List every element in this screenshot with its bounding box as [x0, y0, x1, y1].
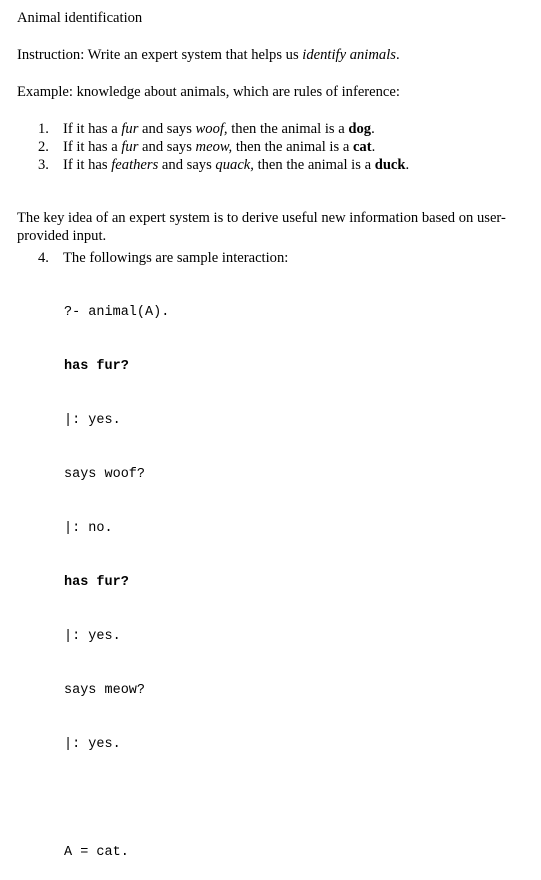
instruction-text	[17, 47, 400, 64]
rule-item-2	[38, 138, 409, 156]
example-text: Example: knowledge about animals, which are rules of inference:	[17, 84, 400, 100]
rule-animal: dog	[348, 121, 372, 137]
rule-number: 1.	[38, 121, 49, 137]
interaction-question: has fur?	[64, 575, 129, 590]
rule-attribute: fur	[121, 121, 139, 137]
rule-part: then the animal is a	[227, 121, 349, 137]
rule-animal: duck	[374, 157, 406, 173]
rule-sound: quack,	[215, 157, 254, 173]
instruction-prefix: Instruction: Write an expert system that helps us	[17, 47, 303, 63]
rule-attribute: fur	[121, 139, 139, 155]
item-4-text: The followings are sample interaction:	[63, 250, 289, 266]
rule-part: If it has a	[63, 121, 122, 137]
interaction-answer: |: yes.	[64, 737, 121, 752]
rules-list	[38, 120, 409, 174]
interaction-answer: |: yes.	[64, 629, 121, 644]
rule-part: and says	[138, 139, 196, 155]
rule-sound: meow,	[195, 139, 233, 155]
interaction-answer: |: yes.	[64, 413, 121, 428]
rule-item-1	[38, 120, 409, 138]
interaction-answer: |: no.	[64, 521, 113, 536]
instruction-emphasis: identify animals	[302, 47, 396, 63]
rule-part: then the animal is a	[232, 139, 353, 155]
rule-part: .	[371, 139, 376, 155]
rule-part: .	[405, 157, 410, 173]
rule-part: then the animal is a	[253, 157, 375, 173]
rule-attribute: feathers	[111, 157, 159, 173]
interaction-line: says woof?	[64, 467, 146, 482]
interaction-line: ?- animal(A).	[64, 305, 170, 320]
interaction-blank	[64, 790, 169, 808]
rule-part: and says	[138, 121, 196, 137]
interaction-line: says meow?	[64, 683, 146, 698]
rule-part: If it has a	[63, 139, 122, 155]
item-4	[38, 250, 288, 267]
item-4-number: 4.	[38, 250, 49, 266]
document-title: Animal identification	[17, 10, 143, 26]
rule-part: .	[371, 121, 375, 137]
instruction-suffix: .	[395, 47, 400, 63]
rule-sound: woof,	[195, 121, 228, 137]
rule-number: 3.	[38, 157, 49, 173]
sample-interaction	[64, 268, 169, 880]
interaction-result: A = cat.	[64, 845, 129, 860]
rule-part: and says	[158, 157, 216, 173]
rule-part: If it has	[63, 157, 112, 173]
rule-item-3	[38, 156, 409, 174]
key-idea-paragraph: The key idea of an expert system is to derive useful new information based on user-provided input.	[17, 209, 506, 245]
rule-number: 2.	[38, 139, 49, 155]
interaction-question: has fur?	[64, 359, 129, 374]
rule-animal: cat	[352, 139, 372, 155]
